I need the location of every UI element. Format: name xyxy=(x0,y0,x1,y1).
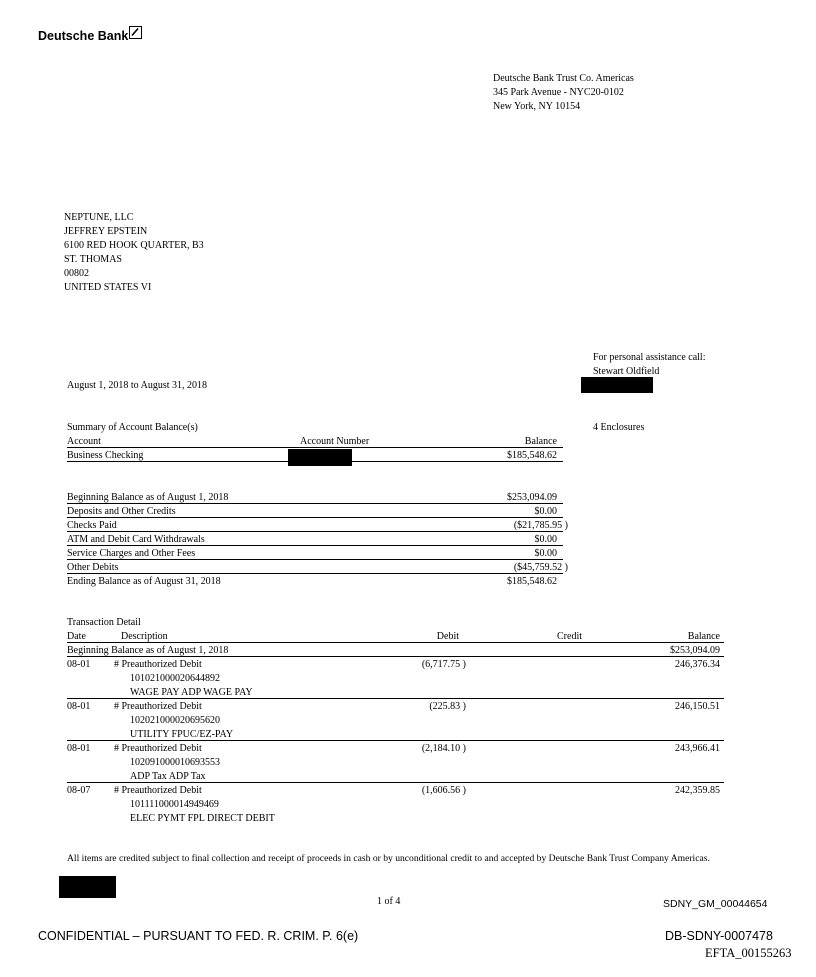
balance-value: $0.00 xyxy=(534,506,557,517)
bank-address xyxy=(493,72,634,114)
transaction-ref: 101111000014949469 xyxy=(130,799,219,810)
transaction-debit: (1,606.56 ) xyxy=(421,785,466,796)
divider xyxy=(67,559,563,560)
balance-value: $253,094.09 xyxy=(507,492,557,503)
transaction-debit: (6,717.75 ) xyxy=(421,659,466,670)
divider xyxy=(67,517,563,518)
balance-value: $0.00 xyxy=(534,548,557,559)
balance-value: ($21,785.95 ) xyxy=(513,520,568,531)
balance-label: Ending Balance as of August 31, 2018 xyxy=(67,576,221,587)
confidential-notice: CONFIDENTIAL – PURSUANT TO FED. R. CRIM. P. 6(e) xyxy=(38,929,359,943)
balance-label: Deposits and Other Credits xyxy=(67,506,176,517)
transaction-memo: ELEC PYMT FPL DIRECT DEBIT xyxy=(130,813,275,824)
customer-address-line: 6100 RED HOOK QUARTER, B3 xyxy=(64,240,204,251)
summary-col-account-number: Account Number xyxy=(300,436,370,447)
redaction-block xyxy=(59,876,116,898)
divider xyxy=(67,447,563,448)
customer-address-line: ST. THOMAS xyxy=(64,254,122,265)
transaction-memo: WAGE PAY ADP WAGE PAY xyxy=(130,687,253,698)
divider xyxy=(67,573,563,574)
transaction-memo: UTILITY FPUC/EZ-PAY xyxy=(130,729,234,740)
efta-number: EFTA_00155263 xyxy=(705,946,792,960)
transaction-desc: # Preauthorized Debit xyxy=(114,701,202,712)
transaction-balance: 243,966.41 xyxy=(675,743,720,754)
summary-account-name: Business Checking xyxy=(67,450,144,461)
transaction-ref: 101021000020644892 xyxy=(130,673,220,684)
bank-logo-text: Deutsche Bank xyxy=(38,29,129,43)
account-number-redaction xyxy=(288,449,352,466)
transaction-debit: (225.83 ) xyxy=(429,701,466,712)
balance-label: Service Charges and Other Fees xyxy=(67,548,196,559)
assistance-contact xyxy=(593,351,705,379)
db-sdny-number: DB-SDNY-0007478 xyxy=(665,929,773,943)
transaction-balance: 242,359.85 xyxy=(675,785,720,796)
transaction-date: 08-07 xyxy=(67,785,91,796)
divider xyxy=(67,545,563,546)
transaction-balance: 246,150.51 xyxy=(675,701,720,712)
col-credit: Credit xyxy=(557,631,582,642)
assistance-label: For personal assistance call: xyxy=(593,352,706,363)
divider xyxy=(67,531,563,532)
summary-col-account: Account xyxy=(67,436,101,447)
transaction-desc: # Preauthorized Debit xyxy=(114,743,202,754)
customer-address-line: NEPTUNE, LLC xyxy=(64,212,134,223)
statement-period: August 1, 2018 to August 31, 2018 xyxy=(67,380,208,391)
footer-note: All items are credited subject to final collection and receipt of proceeds in cash or by unconditional credit to and accepted by Deutsche Bank Trust Company Americas. xyxy=(67,853,710,864)
transaction-memo: ADP Tax ADP Tax xyxy=(130,771,206,782)
customer-address-line: UNITED STATES VI xyxy=(64,282,152,293)
transaction-desc: # Preauthorized Debit xyxy=(114,785,202,796)
transaction-desc: # Preauthorized Debit xyxy=(114,659,202,670)
divider xyxy=(67,782,724,783)
transaction-date: 08-01 xyxy=(67,743,91,754)
customer-address xyxy=(64,211,204,295)
transaction-ref: 102021000020695620 xyxy=(130,715,220,726)
enclosures-count: 4 Enclosures xyxy=(593,422,645,433)
assistance-name: Stewart Oldfield xyxy=(593,366,660,377)
divider xyxy=(67,642,724,643)
customer-address-line: JEFFREY EPSTEIN xyxy=(64,226,148,237)
balance-value: $0.00 xyxy=(534,534,557,545)
col-debit: Debit xyxy=(436,631,459,642)
summary-col-balance: Balance xyxy=(524,436,557,447)
summary-title: Summary of Account Balance(s) xyxy=(67,422,198,433)
transaction-title: Transaction Detail xyxy=(67,617,141,628)
balance-label: Other Debits xyxy=(67,562,119,573)
balance-value: $185,548.62 xyxy=(507,576,557,587)
transaction-debit: (2,184.10 ) xyxy=(421,743,466,754)
balance-label: Checks Paid xyxy=(67,520,117,531)
divider xyxy=(67,461,563,462)
col-date: Date xyxy=(67,631,86,642)
divider xyxy=(67,503,563,504)
col-description: Description xyxy=(121,631,168,642)
balance-label: Beginning Balance as of August 1, 2018 xyxy=(67,492,229,503)
bank-address-line: 345 Park Avenue - NYC20-0102 xyxy=(493,87,624,98)
divider xyxy=(67,698,724,699)
beginning-balance-value: $253,094.09 xyxy=(670,645,720,656)
summary-account-balance: $185,548.62 xyxy=(507,450,557,461)
bank-address-line: Deutsche Bank Trust Co. Americas xyxy=(493,73,634,84)
sdny-gm-number: SDNY_GM_00044654 xyxy=(663,898,768,910)
transaction-ref: 102091000010693553 xyxy=(130,757,220,768)
transaction-balance: 246,376.34 xyxy=(675,659,720,670)
divider xyxy=(67,656,724,657)
divider xyxy=(67,740,724,741)
bank-address-line: New York, NY 10154 xyxy=(493,101,581,112)
balance-value: ($45,759.52 ) xyxy=(513,562,568,573)
balance-label: ATM and Debit Card Withdrawals xyxy=(67,534,205,545)
transaction-date: 08-01 xyxy=(67,659,91,670)
page-number: 1 of 4 xyxy=(377,896,401,907)
transaction-date: 08-01 xyxy=(67,701,91,712)
bank-logo-icon xyxy=(129,26,142,39)
beginning-balance-label: Beginning Balance as of August 1, 2018 xyxy=(67,645,229,656)
customer-address-line: 00802 xyxy=(64,268,89,279)
redaction-block xyxy=(581,377,653,393)
col-balance: Balance xyxy=(687,631,720,642)
